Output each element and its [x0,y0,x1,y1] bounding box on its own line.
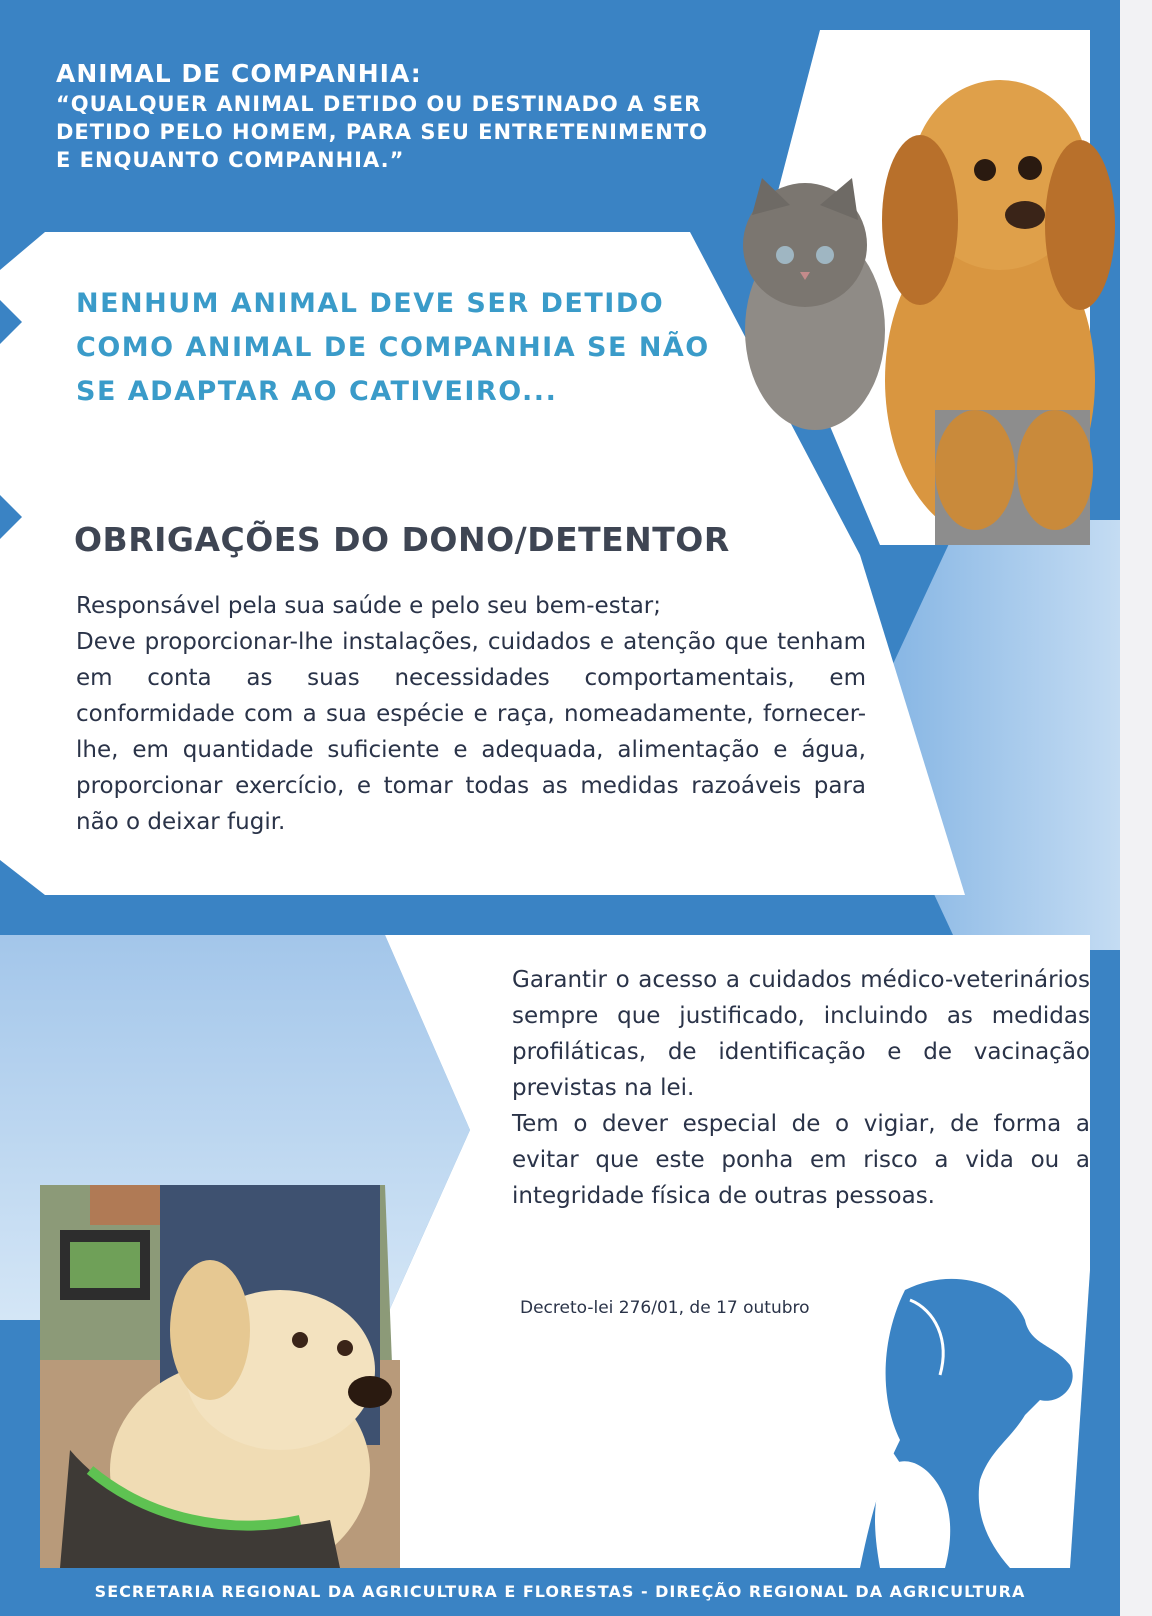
paragraph-1-line-1: Responsável pela sua saúde e pelo seu bem-estar; [76,593,662,619]
footer-bar [0,1568,1120,1616]
definition-line-3: E ENQUANTO COMPANHIA.” [56,148,405,172]
highlight-line-2: COMO ANIMAL DE COMPANHIA SE NÃO [76,332,710,363]
footer-text: SECRETARIA REGIONAL DA AGRICULTURA E FLORESTAS - DIREÇÃO REGIONAL DA AGRICULTURA [94,1582,1026,1601]
definition-line-2: DETIDO PELO HOMEM, PARA SEU ENTRETENIMENTO [56,120,708,144]
obligations-paragraph-2 [512,962,1090,1214]
paragraph-1-body: Deve proporcionar-lhe instalações, cuidados e atenção que tenham em conta as suas necessidades comportamentais, em conformidade com a sua espécie e raça, nomeadamente, fornecer-lhe, em quantidade suficiente e adequada, alimentação e água, proporcionar exercício, e tomar todas as medidas razoáveis para não o deixar fugir. [76,629,866,835]
header-block [56,58,756,174]
paragraph-2-part-b: Tem o dever especial de o vigiar, de forma a evitar que este ponha em risco a vida ou a integridade física de outras pessoas. [512,1111,1090,1209]
highlight-line-3: SE ADAPTAR AO CATIVEIRO... [76,376,558,407]
paragraph-2-part-a: Garantir o acesso a cuidados médico-veterinários sempre que justificado, incluindo as medidas profiláticas, de identificação e de vacinação previstas na lei. [512,967,1090,1101]
obligations-paragraph-1 [76,588,866,840]
page-edge-strip [1120,0,1152,1616]
definition-line-1: “QUALQUER ANIMAL DETIDO OU DESTINADO A SER [56,92,702,116]
header-title: ANIMAL DE COMPANHIA: [56,59,422,88]
highlight-line-1: NENHUM ANIMAL DEVE SER DETIDO [76,288,665,319]
legal-citation: Decreto-lei 276/01, de 17 outubro [520,1298,810,1318]
obligations-title: OBRIGAÇÕES DO DONO/DETENTOR [74,520,730,559]
guide-dog-photo [40,1185,400,1568]
highlight-heading [76,282,776,414]
